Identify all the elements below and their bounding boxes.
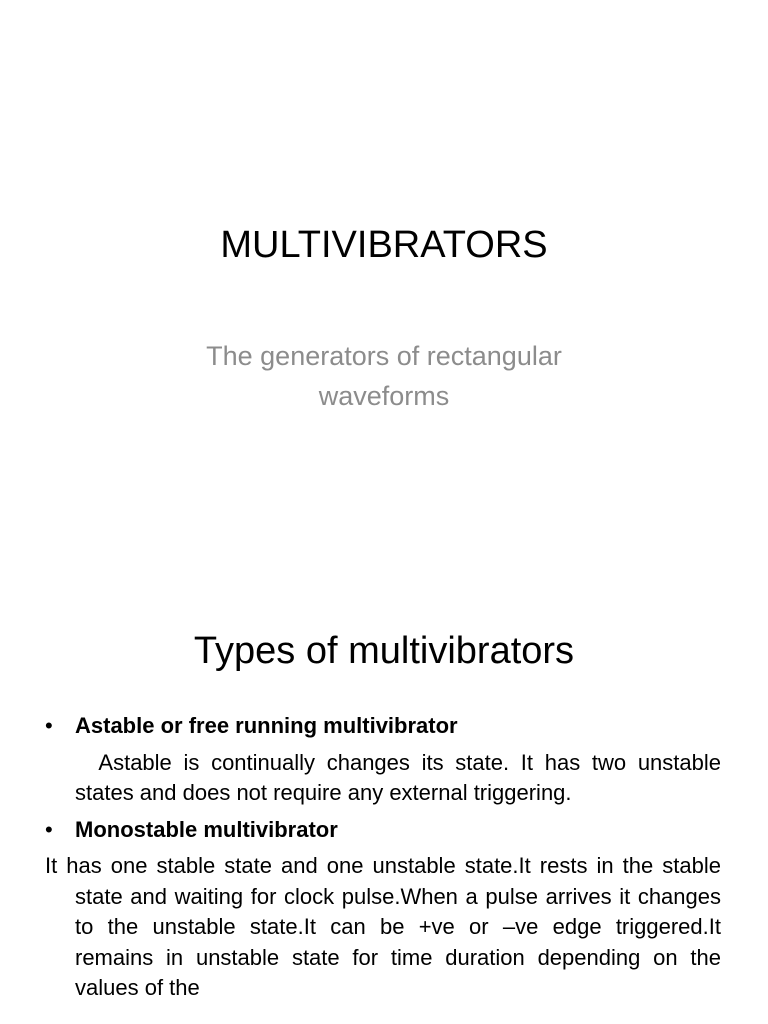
slide-content [45, 711, 721, 1004]
bullet-item-astable [45, 711, 721, 742]
bullet-heading-monostable: Monostable multivibrator [75, 816, 338, 842]
paragraph-astable [75, 748, 721, 809]
bullet-item-monostable [45, 815, 721, 846]
paragraph-astable-text: Astable is continually changes its state. It has two unstable states and does not require any external triggering. [75, 749, 721, 805]
slide-types-heading: Types of multivibrators [193, 630, 575, 672]
paragraph-monostable: It has one stable state and one unstable state.It rests in the stable state and waiting for clock pulse.When a pulse arrives it changes to the unstable state.It can be +ve or –ve edge triggered.It remains in unstable state for time duration depending on the values of the [45, 853, 721, 1000]
slide-subtitle: The generators of rectangular waveforms [206, 341, 562, 411]
slide-types [0, 576, 768, 1024]
bullet-icon: • [45, 816, 53, 842]
slide-title-heading: MULTIVIBRATORS [220, 224, 548, 266]
bullet-heading-astable: Astable or free running multivibrator [75, 713, 458, 738]
bullet-icon: • [45, 713, 53, 738]
